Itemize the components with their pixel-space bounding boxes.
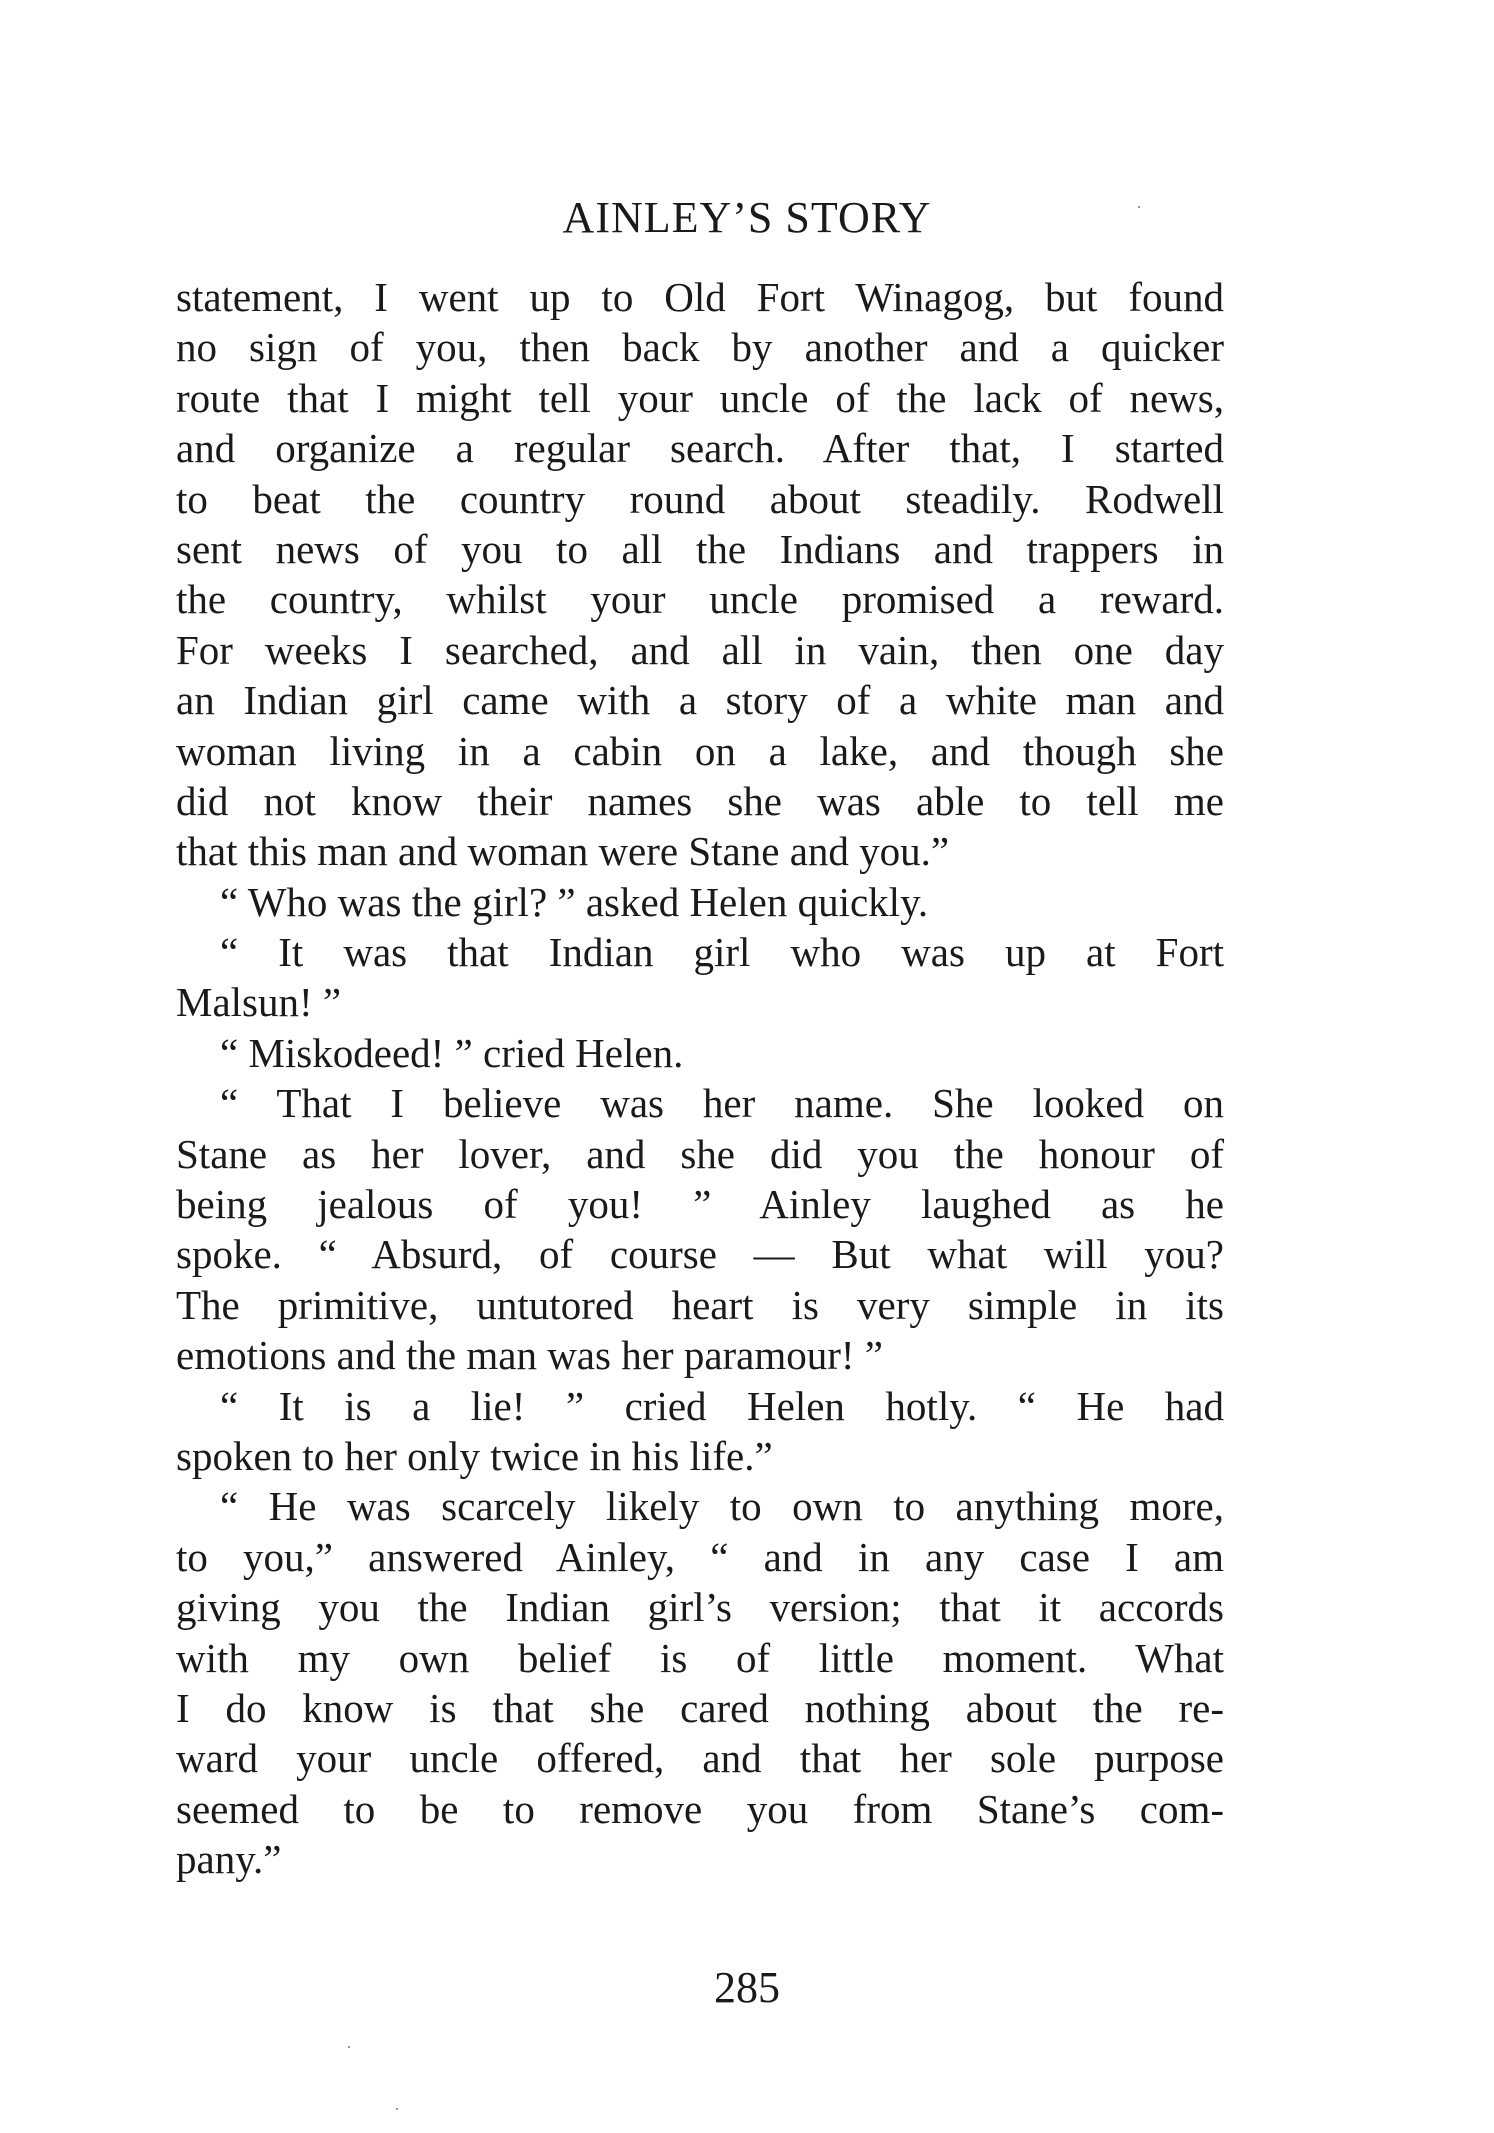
text-line: pany.” (176, 1836, 282, 1883)
text-line: being jealous of you! ” Ainley laughed as he (176, 1181, 1224, 1228)
text-line: I do know is that she cared nothing about the re- (176, 1684, 1224, 1731)
text-line: and organize a regular search. After that, I started (176, 425, 1224, 472)
running-head: AINLEY’S STORY (562, 193, 932, 242)
text-line: statement, I went up to Old Fort Winagog, but found (176, 274, 1224, 320)
paper-speck (348, 2046, 350, 2048)
text-line: “ He was scarcely likely to own to anything more, (220, 1483, 1224, 1530)
paper-speck (396, 2108, 398, 2110)
text-line: “ It is a lie! ” cried Helen hotly. “ He had (220, 1382, 1224, 1429)
text-line: ward your uncle offered, and that her sole purpose (176, 1735, 1224, 1782)
paper-speck (1138, 206, 1140, 208)
text-line: spoken to her only twice in his life.” (176, 1432, 773, 1479)
text-line: that this man and woman were Stane and you.” (176, 828, 950, 875)
text-line: seemed to be to remove you from Stane’s com- (176, 1785, 1224, 1832)
text-line: the country, whilst your uncle promised a reward. (176, 576, 1224, 623)
text-line: with my own belief is of little moment. What (176, 1634, 1224, 1681)
text-line: “ Who was the girl? ” asked Helen quickly. (220, 878, 929, 925)
text-line: woman living in a cabin on a lake, and though she (176, 727, 1224, 774)
text-line: giving you the Indian girl’s version; that it accords (176, 1584, 1224, 1631)
text-line: did not know their names she was able to tell me (176, 777, 1224, 824)
text-line: to beat the country round about steadily. Rodwell (176, 475, 1224, 522)
text-line: Malsun! ” (176, 979, 342, 1026)
text-line: no sign of you, then back by another and a quicker (176, 324, 1224, 371)
text-line: spoke. “ Absurd, of course — But what will you? (176, 1231, 1224, 1278)
text-line: Stane as her lover, and she did you the honour of (176, 1130, 1224, 1177)
text-line: route that I might tell your uncle of the lack of news, (176, 374, 1224, 421)
page-number: 285 (714, 1963, 780, 2012)
text-line: For weeks I searched, and all in vain, then one day (176, 626, 1224, 673)
text-line: sent news of you to all the Indians and trappers in (176, 525, 1224, 572)
text-line: an Indian girl came with a story of a white man and (176, 677, 1224, 724)
text-line: emotions and the man was her paramour! ” (176, 1332, 884, 1379)
text-line: “ It was that Indian girl who was up at Fort (220, 929, 1224, 976)
text-line: The primitive, untutored heart is very simple in its (176, 1281, 1224, 1328)
text-line: “ That I believe was her name. She looked on (220, 1080, 1224, 1127)
text-line: to you,” answered Ainley, “ and in any case I am (176, 1533, 1224, 1580)
body-text (176, 272, 1224, 1885)
text-line: “ Miskodeed! ” cried Helen. (220, 1029, 684, 1076)
